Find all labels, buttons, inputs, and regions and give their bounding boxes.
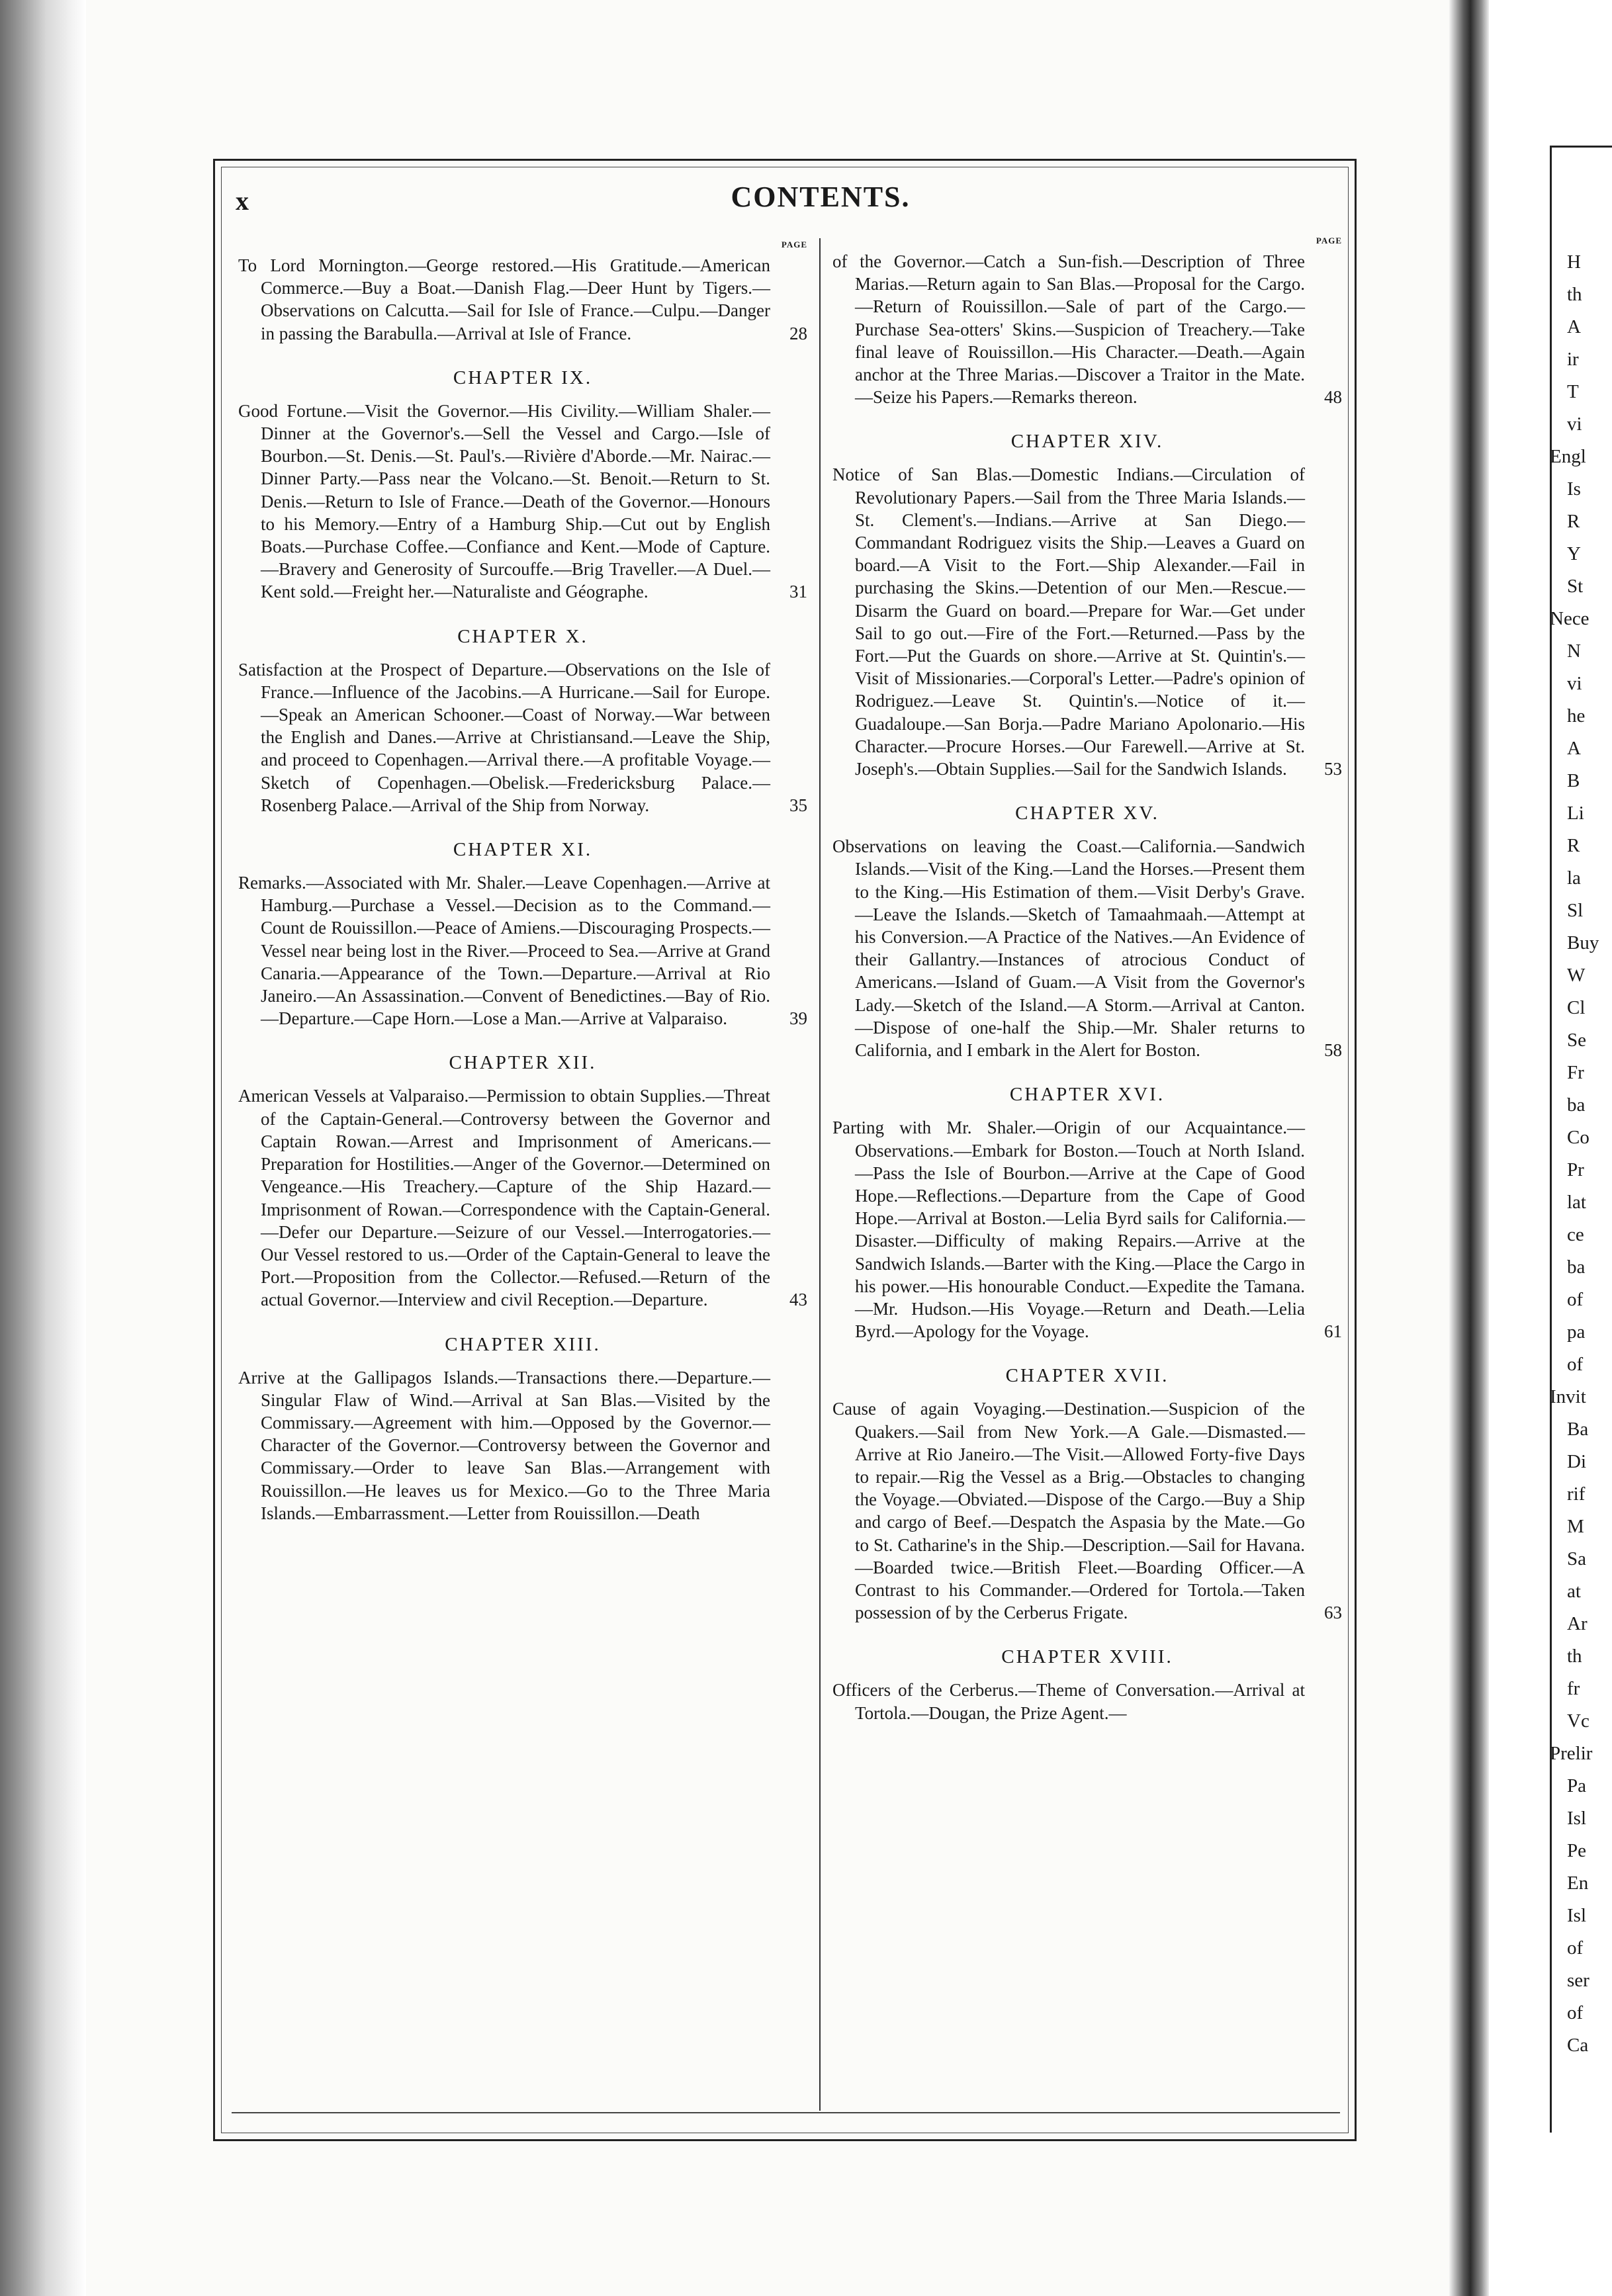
next-page-text-fragment: ce (1567, 1224, 1584, 1245)
chapter-heading: CHAPTER XVIII. (1001, 1646, 1173, 1668)
next-page-text-fragment: Pa (1567, 1775, 1586, 1796)
next-page-text-fragment: R (1567, 835, 1580, 856)
next-page-text-fragment: Y (1567, 543, 1581, 564)
next-page-text-fragment: T (1567, 381, 1579, 402)
next-page-text-fragment: lat (1567, 1192, 1586, 1213)
next-page-text-fragment: Isl (1567, 1808, 1586, 1829)
next-page-text-fragment: R (1567, 511, 1580, 532)
chapter-heading: CHAPTER IX. (453, 367, 593, 388)
contents-entry (832, 835, 1342, 1061)
entry-summary: Arrive at the Gallipagos Islands.—Transactions there.—Departure.—Singular Flaw of Wind.—Arrival at San Blas.—Visited by the Commissary.—Agreement with him.—Opposed by the Governor.—Character of the Governor.—Controversy between the Governor and Commissary.—Order to leave San Blas.—Arrangement with Rouissillon.—He leaves us for Mexico.—Go to the Three Maria Islands.—Embarrassment.—Letter from Rouissillon.—Death (238, 1367, 770, 1523)
next-page-text-fragment: th (1567, 284, 1582, 305)
next-page-text-fragment: Di (1567, 1451, 1586, 1472)
next-page-text-fragment: Cl (1567, 997, 1586, 1018)
next-page-text-fragment: of (1567, 2002, 1584, 2023)
entry-page-number: 48 (1324, 387, 1342, 408)
chapter-heading: CHAPTER XI. (453, 839, 593, 861)
next-page-text-fragment: Pe (1567, 1840, 1586, 1861)
chapter-heading: CHAPTER XIII. (445, 1333, 601, 1355)
contents-column-right (832, 236, 1342, 1724)
entry-summary: Notice of San Blas.—Domestic Indians.—Circulation of Revolutionary Papers.—Sail from the Three Maria Islands.—St. Clement's.—Indians.—Arrive at San Diego.—Commandant Rodriguez visits the Ship.—Leaves a Guard on board.—A Visit to the Fort.—Ship Alexander.—Fail in purchasing the Skins.—Detention of our Men.—Rescue.—Disarm the Guard on board.—Prepare for War.—Get under Sail to go out.—Fire of the Fort.—Returned.—Pass by the Fort.—Put the Guards on shore.—Arrive at St. Quintin's.—Visit of Missionaries.—Corporal's Letter.—Padre's opinion of Rodriguez.—Leave St. Quintin's.—Notice of it.—Guadaloupe.—San Borja.—Padre Mariano Apolonario.—His Character.—Procure Horses.—Our Farewell.—Arrive at St. Joseph's.—Obtain Supplies.—Sail for the Sandwich Islands. (832, 464, 1305, 779)
next-page-text-fragment: fr (1567, 1678, 1580, 1699)
next-page-text-fragment: Ca (1567, 2035, 1589, 2056)
entry-summary: of the Governor.—Catch a Sun-fish.—Description of Three Marias.—Return again to San Blas.—Proposal for the Cargo.—Return of Rouissillon.—Sale of part of the Cargo.—Purchase Sea-otters' Skins.—Suspicion of Treachery.—Take final leave of Rouissillon.—His Character.—Death.—Again anchor at the Three Marias.—Discover a Traitor in the Mate.—Seize his Papers.—Remarks thereon. (832, 251, 1305, 408)
entry-summary: American Vessels at Valparaiso.—Permission to obtain Supplies.—Threat of the Captain-General.—Controversy between the Governor and Captain Rowan.—Arrest and Imprisonment of Americans.—Preparation for Hostilities.—Anger of the Governor.—Determined on Vengeance.—His Treachery.—Capture of the Ship Hazard.—Imprisonment of Rowan.—Correspondence with the Captain-General.—Defer our Departure.—Seizure of our Vessel.—Interrogatories.—Our Vessel restored to us.—Order of the Captain-General to leave the Port.—Proposition from the Collector.—Refused.—Return of the actual Governor.—Interview and civil Reception.—Departure. (238, 1086, 770, 1310)
page-column-label: PAGE (781, 240, 807, 249)
entry-page-number: 28 (789, 323, 807, 343)
contents-entry (832, 1679, 1342, 1724)
chapter-heading: CHAPTER XVII. (1005, 1365, 1169, 1387)
entry-summary: Parting with Mr. Shaler.—Origin of our Acquaintance.—Observations.—Embark for Boston.—Touch at North Island.—Pass the Isle of Bourbon.—Arrive at the Cape of Good Hope.—Reflections.—Departure from the Cape of Good Hope.—Arrival at Boston.—Lelia Byrd sails for California.—Disaster.—Difficulty of making Repairs.—Arrive at the Sandwich Islands.—Barter with the King.—Place the Cargo in his power.—His honourable Conduct.—Expedite the Tamana.—Mr. Hudson.—His Voyage.—Return and Death.—Lelia Byrd.—Apology for the Voyage. (832, 1118, 1305, 1342)
column-divider (819, 238, 821, 2111)
next-page-text-fragment: Sl (1567, 900, 1584, 921)
contents-entry (238, 1366, 807, 1524)
entry-page-number: 58 (1324, 1040, 1342, 1061)
entry-summary: Officers of the Cerberus.—Theme of Conversation.—Arrival at Tortola.—Dougan, the Prize Agent.— (832, 1680, 1305, 1723)
contents-entry (832, 1397, 1342, 1624)
next-page-text-fragment: Pr (1567, 1159, 1584, 1180)
next-page-text-fragment: Engl (1550, 446, 1586, 467)
chapter-heading: CHAPTER X. (457, 625, 588, 647)
contents-entry (238, 254, 807, 345)
next-page-text-fragment: Nece (1550, 608, 1590, 629)
entry-page-number: 61 (1324, 1321, 1342, 1342)
contents-entry (238, 658, 807, 817)
entry-summary: To Lord Mornington.—George restored.—His Gratitude.—American Commerce.—Buy a Boat.—Danish Flag.—Deer Hunt by Tigers.—Observations on Calcutta.—Sail for Isle of France.—Culpu.—Danger in passing the Barabulla.—Arrival at Isle of France. (238, 255, 770, 343)
next-page-text-fragment: Buy (1567, 932, 1599, 953)
contents-column-left (238, 240, 807, 1524)
next-page-text-fragment: Ar (1567, 1613, 1588, 1634)
next-page-text-fragment: th (1567, 1646, 1582, 1667)
chapter-heading: CHAPTER XV. (1015, 803, 1159, 824)
next-page-text-fragment: W (1567, 965, 1586, 986)
contents-entry (238, 1084, 807, 1311)
chapter-heading: CHAPTER XII. (449, 1052, 597, 1074)
next-page-text-fragment: he (1567, 705, 1586, 727)
next-page-text-fragment: ser (1567, 1970, 1590, 1991)
chapter-heading: CHAPTER XIV. (1010, 431, 1164, 453)
entry-page-number: 43 (789, 1290, 807, 1310)
next-page-text-fragment: Isl (1567, 1905, 1586, 1926)
next-page-text-fragment: A (1567, 738, 1581, 759)
next-page-text-fragment: rif (1567, 1483, 1586, 1505)
entry-summary: Satisfaction at the Prospect of Departure.—Observations on the Isle of France.—Influence of the Jacobins.—A Hurricane.—Sail for Europe.—Speak an American Schooner.—Coast of Norway.—War between the English and Danes.—Arrive at Christiansand.—Leave the Ship, and proceed to Copenhagen.—Arrival there.—A profitable Voyage.—Sketch of Copenhagen.—Obelisk.—Fredericksburg Palace.—Rosenberg Palace.—Arrival of the Ship from Norway. (238, 659, 770, 815)
entry-page-number: 63 (1324, 1603, 1342, 1623)
next-page-text-fragment: vi (1567, 673, 1582, 694)
next-page-text-fragment: A (1567, 316, 1581, 337)
contents-entry (832, 463, 1342, 780)
next-page-text-fragment: En (1567, 1873, 1589, 1894)
entry-page-number: 31 (789, 582, 807, 602)
next-page-text-fragment: Is (1567, 478, 1581, 500)
next-page-text-fragment: Co (1567, 1127, 1590, 1148)
bottom-rule (232, 2112, 1340, 2113)
scan-edge-left (0, 0, 86, 2296)
next-page-fragment (1489, 0, 1612, 2296)
next-page-text-fragment: ba (1567, 1257, 1586, 1278)
next-page-text-fragment: Se (1567, 1030, 1586, 1051)
next-page-text-fragment: of (1567, 1354, 1584, 1375)
next-page-text-fragment: Vc (1567, 1710, 1590, 1732)
entry-page-number: 39 (789, 1008, 807, 1029)
contents-entry-continued (832, 250, 1342, 408)
chapter-heading: CHAPTER XVI. (1009, 1084, 1165, 1106)
next-page-text-fragment: B (1567, 770, 1580, 791)
next-page-text-fragment: at (1567, 1581, 1581, 1602)
entry-page-number: 53 (1324, 759, 1342, 779)
book-gutter (1449, 0, 1489, 2296)
entry-summary: Observations on leaving the Coast.—California.—Sandwich Islands.—Visit of the King.—Land the Horses.—Present them to the King.—His Estimation of them.—Visit Derby's Grave.—Leave the Islands.—Sketch of Tamaahmaah.—Attempt at his Conversion.—A Practice of the Natives.—An Evidence of their Gallantry.—Instances of atrocious Conduct of Americans.—Island of Guam.—A Visit from the Governor's Lady.—Sketch of the Island.—A Storm.—Arrival at Canton.—Dispose of one-half the Ship.—Mr. Shaler returns to California, and I embark in the Alert for Boston. (832, 836, 1305, 1061)
contents-entry (832, 1116, 1342, 1343)
next-page-text-fragment: vi (1567, 414, 1582, 435)
next-page-text-fragment: la (1567, 867, 1581, 889)
next-page-text-fragment: ir (1567, 349, 1579, 370)
next-page-text-fragment: H (1567, 251, 1581, 273)
entry-summary: Good Fortune.—Visit the Governor.—His Civility.—William Shaler.—Dinner at the Governor's.—Sell the Vessel and Cargo.—Isle of Bourbon.—St. Denis.—St. Paul's.—Rivière d'Aborde.—Mr. Nairac.—Dinner Party.—Pass near the Volcano.—St. Benoit.—Return to St. Denis.—Return to Isle of France.—Death of the Governor.—Honours to his Memory.—Entry of a Hamburg Ship.—Cut out by English Boats.—Purchase Coffee.—Confiance and Kent.—Mode of Capture.—Bravery and Generosity of Surcouffe.—Brig Traveller.—A Duel.—Kent sold.—Freight her.—Naturaliste and Géographe. (238, 400, 770, 602)
page-column-label: PAGE (1316, 236, 1342, 245)
entry-page-number: 35 (789, 795, 807, 815)
entry-summary: Cause of again Voyaging.—Destination.—Suspicion of the Quakers.—Sail from New York.—A Gale.—Dismasted.—Arrive at Rio Janeiro.—The Visit.—Allowed Forty-five Days to repair.—Rig the Vessel as a Brig.—Obstacles to changing the Voyage.—Obviated.—Dispose of the Cargo.—Buy a Ship and cargo of Beef.—Despatch the Aspasia by the Mate.—Go to St. Catharine's in the Ship.—Description.—Sail for Havana.—Boarded twice.—British Fleet.—Boarding Officer.—A Contrast to his Commander.—Ordered for Tortola.—Taken possession of by the Cerberus Frigate. (832, 1399, 1305, 1623)
page-number: x (236, 186, 249, 216)
running-title: CONTENTS. (731, 181, 911, 213)
next-page-text-fragment: Fr (1567, 1062, 1584, 1083)
next-page-text-fragment: ba (1567, 1094, 1586, 1116)
contents-entry (238, 400, 807, 603)
next-page-text-fragment: Sa (1567, 1548, 1586, 1569)
next-page-text-fragment: of (1567, 1289, 1584, 1310)
next-page-text-fragment: Ba (1567, 1419, 1589, 1440)
next-page-text-fragment: Li (1567, 803, 1584, 824)
entry-summary: Remarks.—Associated with Mr. Shaler.—Leave Copenhagen.—Arrive at Hamburg.—Purchase a Vessel.—Decision as to the Command.—Count de Rouissillon.—Peace of Amiens.—Discouraging Prospects.—Vessel near being lost in the River.—Proceed to Sea.—Arrive at Grand Canaria.—Appearance of the Town.—Departure.—Arrival at Rio Janeiro.—An Assassination.—Convent of Benedictines.—Bay of Rio.—Departure.—Cape Horn.—Lose a Man.—Arrive at Valparaiso. (238, 873, 770, 1029)
next-page-text-fragment: M (1567, 1516, 1584, 1537)
next-page-text-fragment: Invit (1550, 1386, 1586, 1407)
contents-entry (238, 871, 807, 1030)
next-page-text-fragment: St (1567, 576, 1584, 597)
next-page-text-fragment: N (1567, 640, 1581, 662)
next-page-text-fragment: of (1567, 1937, 1584, 1959)
next-page-text-fragment: Prelir (1550, 1743, 1593, 1764)
next-page-text-fragment: pa (1567, 1321, 1586, 1343)
